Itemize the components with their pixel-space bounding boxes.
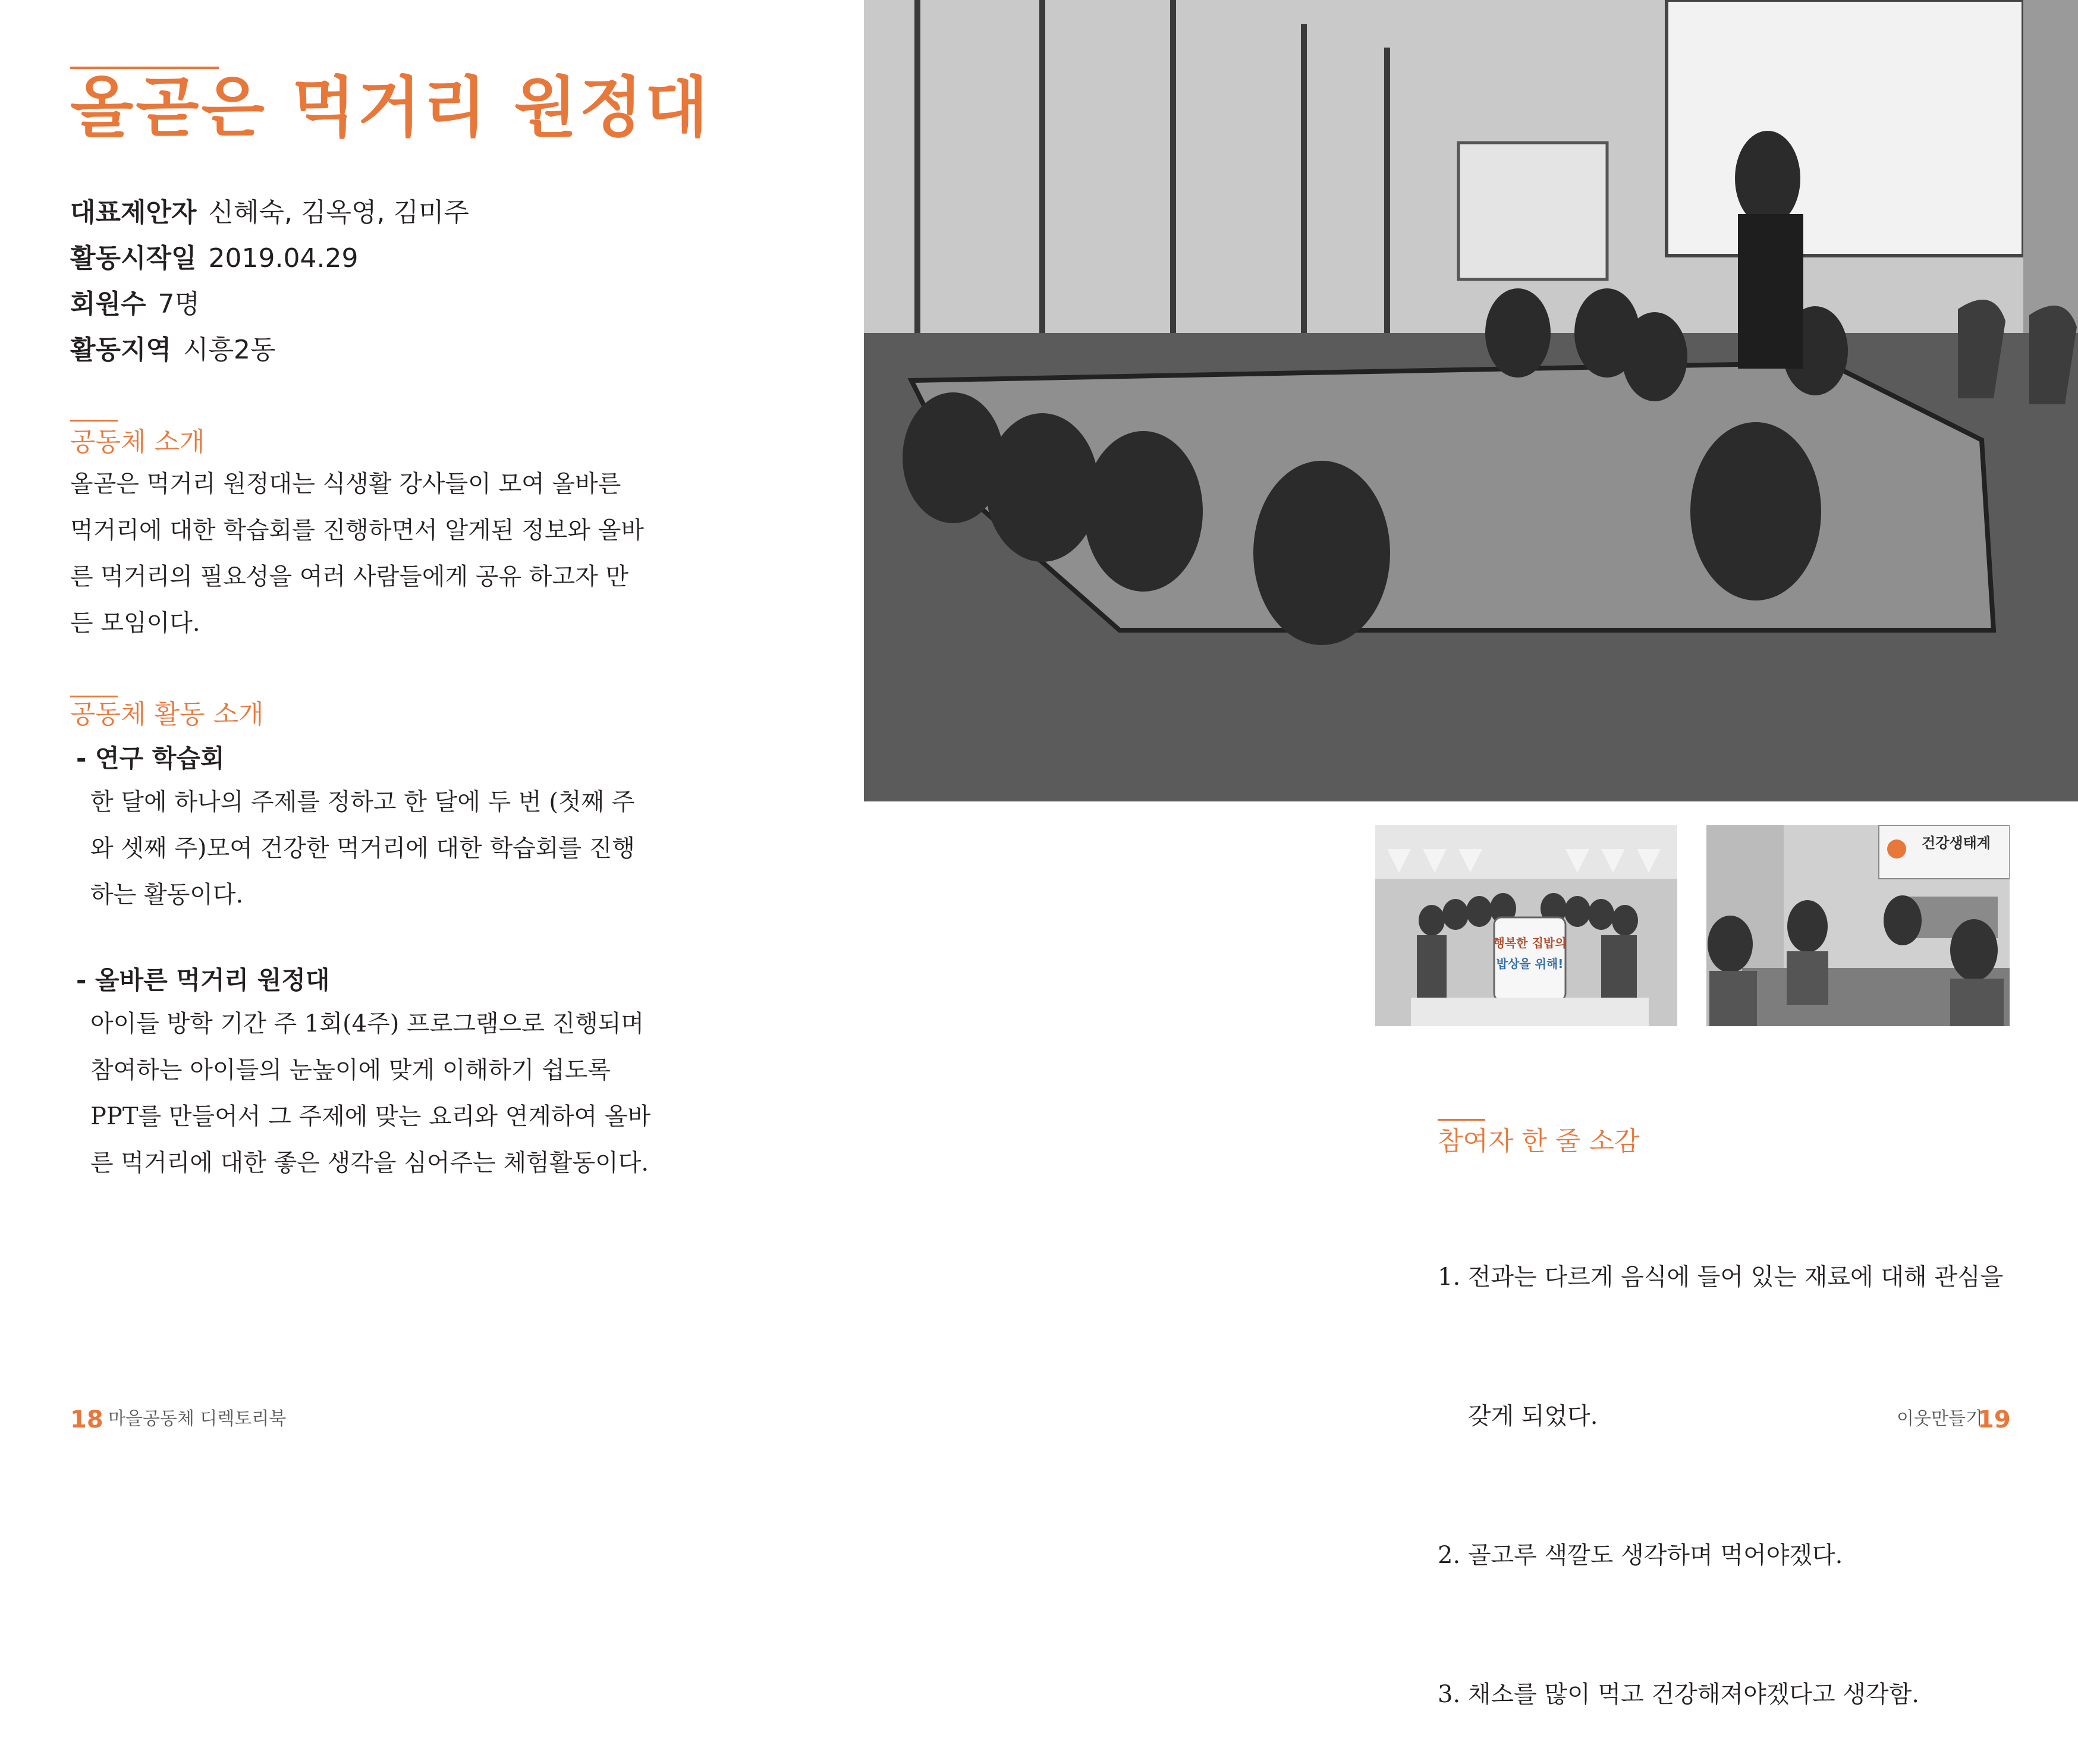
intro-line: 먹거리에 대한 학습회를 진행하면서 알게된 정보와 올바 (70, 517, 645, 544)
feedback-line: 갖게 되었다. (1438, 1403, 1598, 1430)
section-rule (70, 420, 118, 422)
activity-heading: 공동체 활동 소개 (70, 699, 264, 730)
page-title: 올곧은 먹거리 원정대 (70, 69, 711, 146)
poster-text-line-2: 밥상을 위해! (1496, 957, 1564, 971)
activity-item-body (90, 1001, 650, 1186)
activity-item-title: - 연구 학습회 (76, 744, 225, 773)
feedback-line: 1. 전과는 다르게 음식에 들어 있는 재료에 대해 관심을 (1438, 1263, 2004, 1291)
cooking-class-illustration (1375, 825, 1677, 1026)
section-rule (1438, 1119, 1485, 1121)
info-label: 회원수 (70, 289, 146, 319)
intro-paragraph (70, 461, 644, 646)
meeting-sign-text: 건강생태계 (1922, 835, 1991, 851)
feedback-heading: 참여자 한 줄 소감 (1438, 1126, 1640, 1156)
activity-line: 참여하는 아이들의 눈높이에 맞게 이해하기 쉽도록 (90, 1056, 611, 1084)
info-value: 2019.04.29 (208, 243, 359, 273)
intro-line: 른 먹거리의 필요성을 여러 사람들에게 공유 하고자 만 (70, 563, 629, 590)
activity-line: 하는 활동이다. (90, 881, 244, 908)
info-label: 활동시작일 (70, 243, 197, 273)
info-label: 대표제안자 (70, 197, 197, 228)
activity-line: 른 먹거리에 대한 좋은 생각을 심어주는 체험활동이다. (90, 1149, 649, 1177)
feedback-line: 3. 채소를 많이 먹고 건강해져야겠다고 생각함. (1438, 1681, 1919, 1708)
section-rule (70, 696, 118, 697)
meeting-illustration (1706, 825, 2010, 1026)
activity-item-body (90, 779, 635, 918)
intro-line: 올곧은 먹거리 원정대는 식생활 강사들이 모여 올바른 (70, 470, 621, 498)
running-title-right: 이웃만들기 (1897, 1408, 1983, 1429)
activity-line: 한 달에 하나의 주제를 정하고 한 달에 두 번 (첫째 주 (90, 788, 635, 816)
activity-line: 아이들 방학 기간 주 1회(4주) 프로그램으로 진행되며 (90, 1010, 645, 1037)
running-title-left: 마을공동체 디렉토리북 (108, 1408, 287, 1429)
info-start-date (70, 243, 359, 273)
feedback-line: 2. 골고루 색깔도 생각하며 먹어야겠다. (1438, 1542, 1843, 1569)
poster-text-line-1: 행복한 집밥의 (1493, 936, 1567, 950)
info-value: 7명 (158, 289, 200, 319)
info-representative (70, 197, 470, 228)
page-number-left: 18 (70, 1406, 103, 1433)
classroom-photo-illustration (864, 0, 2078, 801)
meeting-photo (1706, 825, 2010, 1026)
activity-item-title: - 올바른 먹거리 원정대 (76, 966, 330, 995)
activity-line: PPT를 만들어서 그 주제에 맞는 요리와 연계하여 올바 (90, 1103, 651, 1130)
info-value: 시흥2동 (183, 335, 276, 365)
feedback-list (1438, 1161, 2003, 1764)
cooking-class-photo (1375, 825, 1677, 1026)
main-photo (864, 0, 2078, 801)
activity-line: 와 셋째 주)모여 건강한 먹거리에 대한 학습회를 진행 (90, 835, 636, 862)
info-members (70, 291, 200, 317)
intro-heading: 공동체 소개 (70, 427, 205, 457)
info-area (70, 337, 276, 363)
page-number-right: 19 (1978, 1406, 2011, 1433)
info-value: 신혜숙, 김옥영, 김미주 (208, 197, 470, 228)
intro-line: 든 모임이다. (70, 609, 200, 637)
info-label: 활동지역 (70, 335, 172, 365)
